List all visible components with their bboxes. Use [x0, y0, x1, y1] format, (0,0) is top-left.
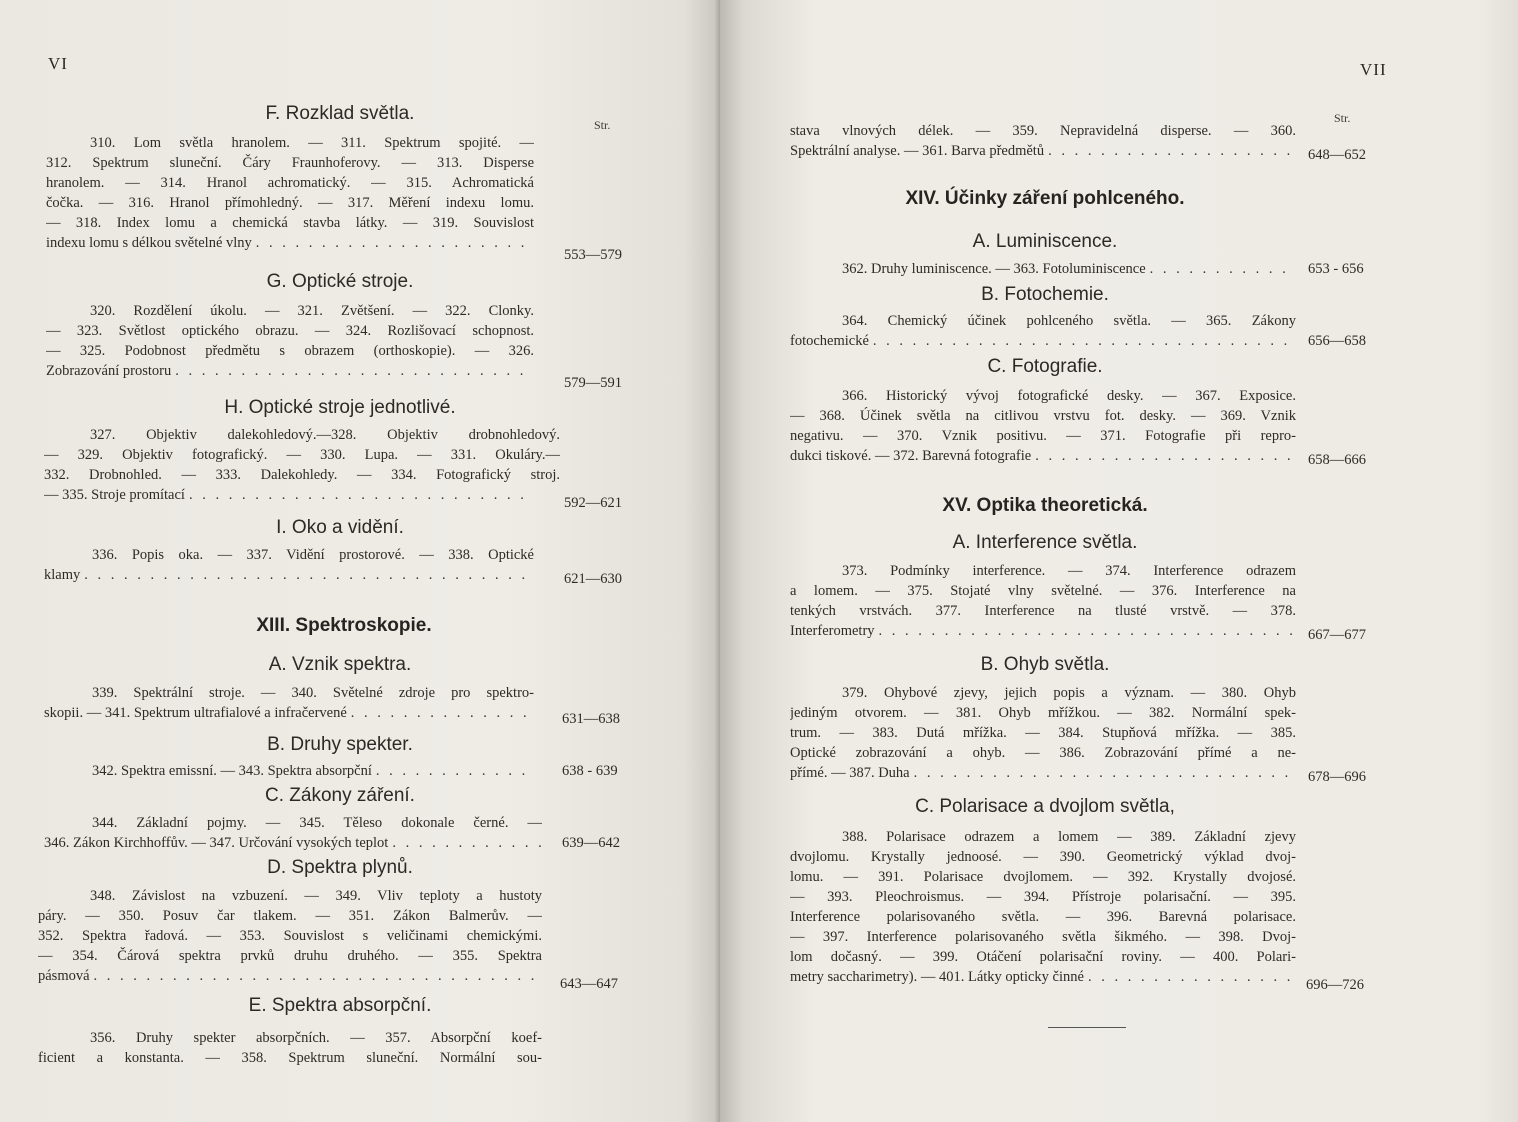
- toc-line: jediným otvorem. — 381. Ohyb mřížkou. — 382. Normální spek-: [790, 705, 1296, 721]
- toc-line-leader: [44, 833, 542, 853]
- toc-line: 356. Druhy spekter absorpčních. — 357. Absorpční koef-: [90, 1030, 542, 1046]
- toc-line: — 329. Objektiv fotografický. — 330. Lupa. — 331. Okuláry.—: [44, 447, 560, 463]
- left-page: [0, 0, 720, 1122]
- dot-leader: [80, 567, 534, 583]
- toc-line: 310. Lom světla hranolem. — 311. Spektrum spojité. —: [90, 135, 534, 151]
- page-range-c-polarisace: 696—726: [1306, 977, 1364, 993]
- toc-line: — 323. Světlost optického obrazu. — 324. Rozlišovací schopnost.: [46, 323, 534, 339]
- toc-line: páry. — 350. Posuv čar tlakem. — 351. Zákon Balmerův. —: [38, 908, 542, 924]
- toc-line-leader: [44, 565, 534, 585]
- toc-line-leader: [790, 141, 1296, 161]
- toc-line-leader: [790, 446, 1296, 466]
- toc-line: — 354. Čárová spektra prvků druhu druhého. — 355. Spektra: [38, 948, 542, 964]
- section-title-e-absorpcni: E. Spektra absorpční.: [248, 995, 432, 1016]
- toc-line: přímé. — 387. Duha: [790, 765, 910, 781]
- dot-leader: [171, 363, 534, 379]
- toc-line: lomu. — 391. Polarisace dvojlomem. — 392. Krystally dvojosé.: [790, 869, 1296, 885]
- section-title-a-interference: A. Interference světla.: [952, 532, 1138, 553]
- toc-line: Zobrazování prostoru: [46, 363, 172, 379]
- dot-leader: [252, 235, 534, 251]
- toc-line-leader: [38, 966, 542, 986]
- page-range-b-druhy: 638 - 639: [562, 763, 618, 779]
- toc-line: — 368. Účinek světla na citlivou vrstvu fot. desky. — 369. Vznik: [790, 408, 1296, 424]
- toc-line: — 318. Index lomu a chemická stavba látky. — 319. Souvislost: [46, 215, 534, 231]
- toc-line: 327. Objektiv dalekohledový.—328. Objektiv drobnohledový.: [90, 427, 560, 443]
- toc-line: 362. Druhy luminiscence. — 363. Fotoluminiscence: [842, 261, 1146, 277]
- end-rule: [1048, 1027, 1126, 1028]
- toc-line: skopii. — 341. Spektrum ultrafialové a infračervené: [44, 705, 347, 721]
- toc-entry-a-luminiscence: [790, 259, 1296, 279]
- toc-entry-a-interference: [790, 561, 1296, 641]
- toc-line: Interferometry: [790, 623, 875, 639]
- toc-line: 348. Závislost na vzbuzení. — 349. Vliv teploty a hustoty: [90, 888, 542, 904]
- section-title-c-fotografie: C. Fotografie.: [987, 356, 1103, 377]
- toc-line: 373. Podmínky interference. — 374. Interference odrazem: [842, 563, 1296, 579]
- str-label-left: Str.: [594, 118, 611, 132]
- toc-line-leader: [44, 761, 534, 781]
- page-range-a-interference: 667—677: [1308, 627, 1366, 643]
- dot-leader: [388, 835, 542, 851]
- section-title-a-vznik: A. Vznik spektra.: [268, 654, 412, 675]
- toc-line: metry saccharimetry). — 401. Látky opticky činné: [790, 969, 1084, 985]
- toc-line-leader: [790, 331, 1296, 351]
- section-title-h: H. Optické stroje jednotlivé.: [224, 397, 456, 418]
- dot-leader: [185, 487, 534, 503]
- toc-line: trum. — 383. Dutá mřížka. — 384. Stupňová mřížka. — 385.: [790, 725, 1296, 741]
- dot-leader: [90, 968, 542, 984]
- dot-leader: [1084, 969, 1296, 985]
- toc-entry-b-ohyb: [790, 683, 1296, 783]
- section-title-a-luminiscence: A. Luminiscence.: [972, 231, 1118, 252]
- toc-entry-g: [46, 301, 534, 381]
- toc-line: pásmová: [38, 968, 90, 984]
- page-range-g: 579—591: [564, 375, 622, 391]
- toc-entry-f: [46, 133, 534, 253]
- toc-line-leader: [790, 763, 1296, 783]
- chapter-title-xv: XV. Optika theoretická.: [942, 495, 1148, 516]
- toc-line: — 393. Pleochroismus. — 394. Přístroje polarisační. — 395.: [790, 889, 1296, 905]
- toc-line: 336. Popis oka. — 337. Vidění prostorové. — 338. Optické: [92, 547, 534, 563]
- dot-leader: [347, 705, 534, 721]
- toc-entry-c-fotografie: [790, 386, 1296, 466]
- toc-line: tenkých vrstvách. 377. Interference na tlusté vrstvě. — 378.: [790, 603, 1296, 619]
- toc-line-leader: [44, 485, 534, 505]
- toc-line: 379. Ohybové zjevy, jejich popis a význam. — 380. Ohyb: [842, 685, 1296, 701]
- toc-line: 339. Spektrální stroje. — 340. Světelné zdroje pro spektro-: [92, 685, 534, 701]
- toc-line-leader: [790, 259, 1296, 279]
- toc-line: 342. Spektra emissní. — 343. Spektra absorpční: [92, 763, 372, 779]
- page-range-f: 553—579: [564, 247, 622, 263]
- toc-line: ficient a konstanta. — 358. Spektrum sluneční. Normální sou-: [38, 1050, 542, 1066]
- toc-line: lom dočasný. — 399. Otáčení polarisační roviny. — 400. Polari-: [790, 949, 1296, 965]
- toc-entry-c-polarisace: [790, 827, 1296, 987]
- toc-line: 332. Drobnohled. — 333. Dalekohledy. — 334. Fotografický stroj.: [44, 467, 560, 483]
- page-range-a-vznik: 631—638: [562, 711, 620, 727]
- section-title-c-zakony: C. Zákony záření.: [265, 785, 415, 806]
- section-title-d-plynu: D. Spektra plynů.: [267, 857, 413, 878]
- toc-line: fotochemické: [790, 333, 869, 349]
- page-range-b-fotochemie: 656—658: [1308, 333, 1366, 349]
- toc-line: 346. Zákon Kirchhoffův. — 347. Určování vysokých teplot: [44, 835, 389, 851]
- page-range-c-zakony: 639—642: [562, 835, 620, 851]
- toc-line: a lomem. — 375. Stojaté vlny světelné. — 376. Interference na: [790, 583, 1296, 599]
- toc-line-leader: [790, 621, 1296, 641]
- dot-leader: [1031, 448, 1296, 464]
- toc-line: stava vlnových délek. — 359. Nepravidelná disperse. — 360.: [790, 123, 1296, 139]
- dot-leader: [910, 765, 1296, 781]
- toc-entry-i: [44, 545, 534, 585]
- page-range-b-ohyb: 678—696: [1308, 769, 1366, 785]
- section-title-b-druhy: B. Druhy spekter.: [267, 734, 413, 755]
- page-range-continuation: 648—652: [1308, 147, 1366, 163]
- dot-leader: [869, 333, 1296, 349]
- toc-entry-e-absorpcni: [38, 1028, 542, 1068]
- toc-line: Optické zobrazování a ohyb. — 386. Zobrazování přímé a ne-: [790, 745, 1296, 761]
- toc-entry-d-plynu: [38, 886, 542, 986]
- toc-line-leader: [44, 703, 534, 723]
- toc-line: — 397. Interference polarisovaného světla šikmého. — 398. Dvoj-: [790, 929, 1296, 945]
- toc-entry-c-zakony: [44, 813, 542, 853]
- toc-line: Spektrální analyse. — 361. Barva předmětů: [790, 143, 1045, 159]
- toc-line: dukci tiskové. — 372. Barevná fotografie: [790, 448, 1032, 464]
- page-range-h: 592—621: [564, 495, 622, 511]
- toc-line: 388. Polarisace odrazem a lomem — 389. Základní zjevy: [842, 829, 1296, 845]
- toc-entry-a-vznik: [44, 683, 534, 723]
- dot-leader: [1146, 261, 1296, 277]
- toc-line: 344. Základní pojmy. — 345. Těleso dokonale černé. —: [92, 815, 542, 831]
- toc-line: 364. Chemický účinek pohlceného světla. — 365. Zákony: [842, 313, 1296, 329]
- page-range-c-fotografie: 658—666: [1308, 452, 1366, 468]
- toc-entry-h: [44, 425, 560, 505]
- toc-line: negativu. — 370. Vznik positivu. — 371. Fotografie při repro-: [790, 428, 1296, 444]
- toc-line-leader: [46, 233, 534, 253]
- section-title-i: I. Oko a vidění.: [276, 517, 404, 538]
- section-title-g: G. Optické stroje.: [266, 271, 414, 292]
- toc-entry-b-druhy: [44, 761, 534, 781]
- toc-line: indexu lomu s délkou světelné vlny: [46, 235, 252, 251]
- toc-line: hranolem. — 314. Hranol achromatický. — 315. Achromatická: [46, 175, 534, 191]
- chapter-title-xiv: XIV. Účinky záření pohlceného.: [905, 188, 1185, 209]
- toc-entry-b-fotochemie: [790, 311, 1296, 351]
- section-title-b-fotochemie: B. Fotochemie.: [981, 284, 1109, 305]
- dot-leader: [1044, 143, 1296, 159]
- toc-line: čočka. — 316. Hranol přímohledný. — 317. Měření indexu lomu.: [46, 195, 534, 211]
- toc-line: 320. Rozdělení úkolu. — 321. Zvětšení. — 322. Clonky.: [90, 303, 534, 319]
- toc-line: dvojlomu. Krystally jednoosé. — 390. Geometrický výklad dvoj-: [790, 849, 1296, 865]
- toc-line: 312. Spektrum sluneční. Čáry Fraunhoferovy. — 313. Disperse: [46, 155, 534, 171]
- toc-line-leader: [46, 361, 534, 381]
- page-range-d-plynu: 643—647: [560, 976, 618, 992]
- section-title-f: F. Rozklad světla.: [265, 103, 415, 124]
- dot-leader: [875, 623, 1296, 639]
- page-number-right: VII: [1360, 60, 1387, 79]
- toc-line: — 325. Podobnost předmětu s obrazem (orthoskopie). — 326.: [46, 343, 534, 359]
- toc-line: — 335. Stroje promítací: [44, 487, 185, 503]
- section-title-c-polarisace: C. Polarisace a dvojlom světla,: [915, 796, 1175, 817]
- toc-entry-continuation: [790, 121, 1296, 161]
- page-range-i: 621—630: [564, 571, 622, 587]
- page-number-left: VI: [48, 54, 68, 73]
- section-title-b-ohyb: B. Ohyb světla.: [980, 654, 1110, 675]
- page-range-a-luminiscence: 653 - 656: [1308, 261, 1364, 277]
- toc-line: 366. Historický vývoj fotografické desky. — 367. Exposice.: [842, 388, 1296, 404]
- chapter-title-xiii: XIII. Spektroskopie.: [256, 615, 432, 636]
- str-label-right: Str.: [1334, 111, 1351, 125]
- toc-line: Interference polarisovaného světla. — 396. Barevná polarisace.: [790, 909, 1296, 925]
- toc-line: klamy: [44, 567, 81, 583]
- right-page: [720, 0, 1518, 1122]
- toc-line: 352. Spektra řadová. — 353. Souvislost s veličinami chemickými.: [38, 928, 542, 944]
- dot-leader: [372, 763, 534, 779]
- toc-line-leader: [790, 967, 1296, 987]
